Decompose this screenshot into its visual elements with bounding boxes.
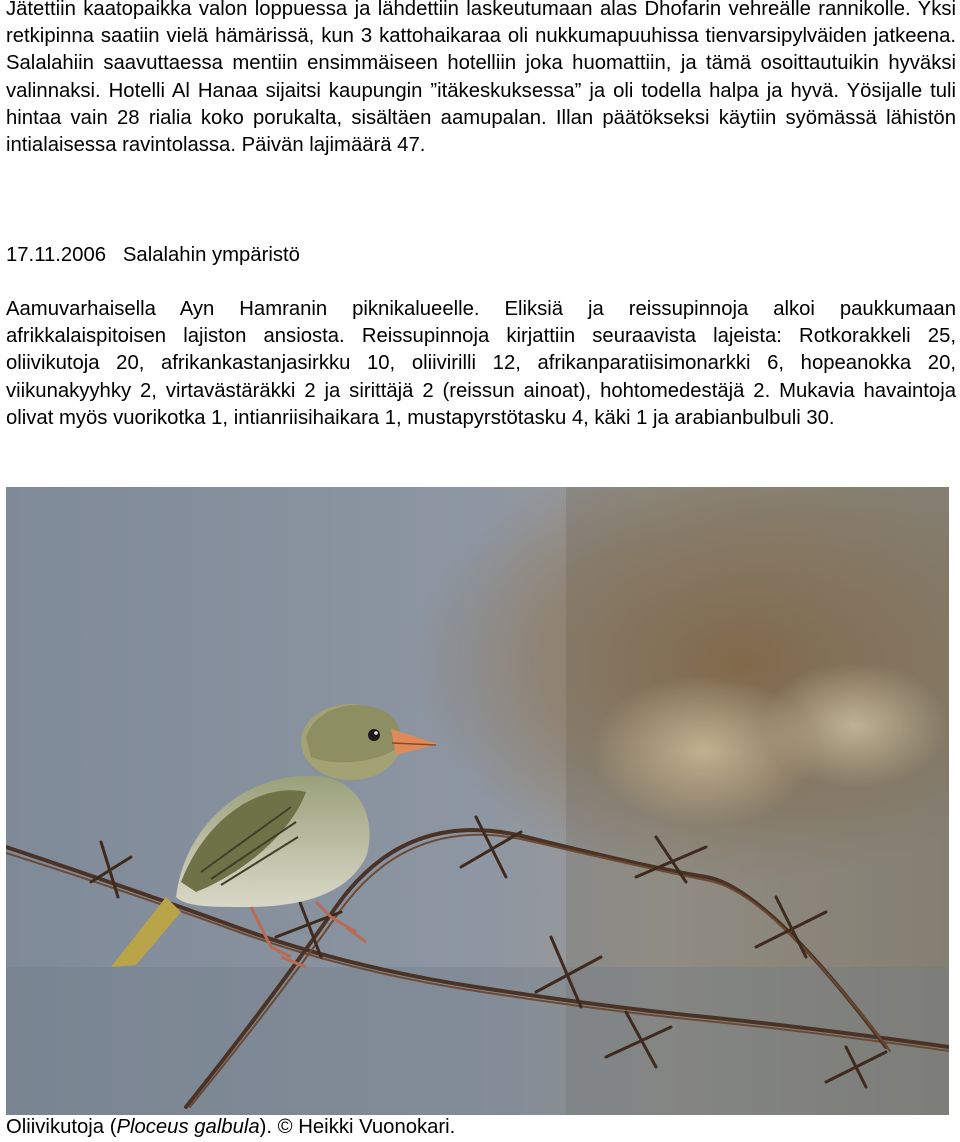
caption-common-name: Oliivikutoja (	[6, 1116, 117, 1138]
photo-caption	[6, 1114, 455, 1141]
day-heading	[6, 242, 300, 269]
day-heading-place: Salalahin ympäristö	[122, 244, 300, 266]
caption-scientific-name: Ploceus galbula	[116, 1116, 260, 1138]
caption-credit: ). © Heikki Vuonokari.	[259, 1116, 456, 1138]
day-paragraph: Aamuvarhaisella Ayn Hamranin piknikalueelle. Eliksiä ja reissupinnoja alkoi paukkumaan afrikkalaispitoisen lajiston ansiosta. Reissupinnoja kirjattiin seuraavista lajeista: Rotkorakkeli 25, oliivikutoja 20, afrikankastanjasirkku 10, oliivirilli 12, afrikanparatiisimonarkki 6, hopeanokka 20, viikunakyyhky 2, virtavästäräkki 2 ja sirittäjä 2 (reissun ainoat), hohtomedestäjä 2. Mukavia havaintoja olivat myös vuorikotka 1, intianriisihaikara 1, mustapyrstötasku 4, käki 1 ja arabianbulbuli 30.	[6, 298, 956, 429]
intro-paragraph: Jätettiin kaatopaikka valon loppuessa ja lähdettiin laskeutumaan alas Dhofarin vehreälle rannikolle. Yksi retkipinna saatiin vielä hämärissä, kun 3 kattohaikaraa oli nukkumapuuhissa tienvarsipylväiden jatkeena. Salalahiin saavuttaessa mentiin ensimmäiseen hotelliin joka huomattiin, ja tämä osoittautuikin hyväksi valinnaksi. Hotelli Al Hanaa sijaitsi kaupungin ”itäkeskuksessa” ja oli todella halpa ja hyvä. Yösijalle tuli hintaa vain 28 rialia koko porukalta, sisältäen aamupalan. Illan päätökseksi käytiin syömässä lähistön intialaisessa ravintolassa. Päivän lajimäärä 47.	[6, 0, 956, 157]
bird-photo	[6, 487, 949, 1115]
day-heading-date: 17.11.2006	[6, 244, 106, 266]
bird-on-wire-illustration	[6, 487, 949, 1115]
